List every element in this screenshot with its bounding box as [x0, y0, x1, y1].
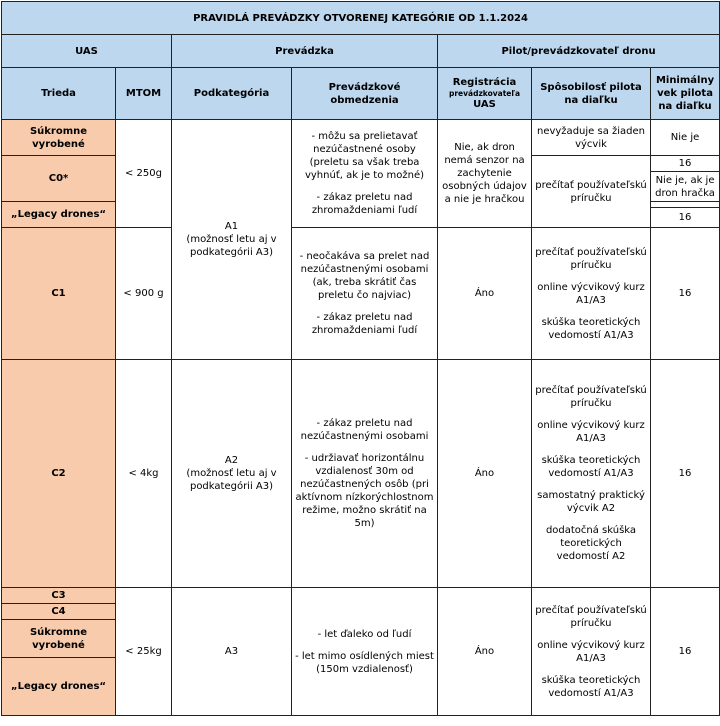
restriction-item: - udržiavať horizontálnu vzdialenosť 30m od nezúčastnených osôb (pri aktívnom nízkorýchlostnom režime, možno skrátiť na 5m) [295, 453, 434, 529]
age-cell-c0-b: Nie je, ak je dron hračka [651, 172, 720, 202]
subcategory-cell-a1 [172, 120, 292, 360]
competence-cell-a3 [532, 588, 651, 716]
restrictions-cell-c1 [292, 228, 438, 360]
age-cell-a3: 16 [651, 588, 720, 716]
class-cell-legacy-a1: „Legacy drones“ [2, 202, 116, 228]
competence-cell-c1 [532, 228, 651, 360]
age-cell-a2: 16 [651, 360, 720, 588]
group-header-prevadzka: Prevádzka [172, 35, 438, 68]
column-header-vek: Minimálny vek pilota na diaľku [651, 68, 720, 120]
subcategory-cell-a2 [172, 360, 292, 588]
competence-item: dodatočná skúška teoretických vedomostí A2 [545, 525, 637, 562]
column-header-obmedzenia: Prevádzkové obmedzenia [292, 68, 438, 120]
subcategory-label-a2: A2 [224, 455, 239, 466]
class-cell-sukromne-a3: Súkromne vyrobené [2, 620, 116, 658]
class-cell-c0: C0* [2, 156, 116, 202]
restrictions-cell-a3 [292, 588, 438, 716]
class-cell-c2: C2 [2, 360, 116, 588]
competence-item: skúška teoretických vedomostí A1/A3 [541, 674, 641, 699]
age-cell-c0-a: 16 [651, 156, 720, 172]
age-cell-legacy-a1: 16 [651, 208, 720, 228]
competence-item: online výcvikový kurz A1/A3 [537, 639, 645, 664]
restriction-item: - zákaz preletu nad nezúčastnenými osobami [300, 418, 429, 442]
competence-cell-c0: prečítať používateľskú príručku [532, 156, 651, 228]
group-header-pilot: Pilot/prevádzkovateľ dronu [438, 35, 720, 68]
age-cell-sukromne-a1: Nie je [651, 120, 720, 156]
registration-cell-a2: Áno [438, 360, 532, 588]
column-header-registracia [438, 68, 532, 120]
competence-cell-sukromne-a1: nevyžaduje sa žiaden výcvik [532, 120, 651, 156]
restriction-item: - môžu sa prelietavať nezúčastnené osoby (preletu sa však treba vyhnúť, ak je to možné) [304, 131, 425, 181]
column-header-podkategoria: Podkategória [172, 68, 292, 120]
competence-item: prečítať používateľskú príručku [535, 604, 647, 629]
registracia-tail: UAS [473, 99, 496, 110]
column-header-sposobilost: Spôsobilosť pilota na diaľku [532, 68, 651, 120]
competence-item: skúška teoretických vedomostí A1/A3 [541, 316, 641, 341]
competence-item: online výcvikový kurz A1/A3 [537, 281, 645, 306]
registration-cell-a1-upper: Nie, ak dron nemá senzor na zachytenie osobných údajov a nie je hračkou [438, 120, 532, 228]
column-header-mtom: MTOM [116, 68, 172, 120]
class-cell-legacy-a3: „Legacy drones“ [2, 658, 116, 716]
column-header-trieda: Trieda [2, 68, 116, 120]
subcategory-note-a1: (možnosť letu aj v podkategórii A3) [186, 234, 277, 258]
mtom-cell-c1: < 900 g [116, 228, 172, 360]
registration-cell-c1: Áno [438, 228, 532, 360]
subcategory-label-a1: A1 [224, 221, 239, 232]
table-title: PRAVIDLÁ PREVÁDZKY OTVORENEJ KATEGÓRIE OD 1.1.2024 [2, 2, 720, 35]
restrictions-cell-a1-upper [292, 120, 438, 228]
restriction-item: - zákaz preletu nad zhromaždeniami ľudí [311, 312, 418, 336]
competence-cell-a2 [532, 360, 651, 588]
competence-item: skúška teoretických vedomostí A1/A3 [541, 455, 641, 479]
age-cell-c1: 16 [651, 228, 720, 360]
registration-cell-a3: Áno [438, 588, 532, 716]
restriction-item: - let mimo osídlených miest (150m vzdialenosť) [295, 650, 434, 675]
subcategory-cell-a3: A3 [172, 588, 292, 716]
mtom-cell-a1-upper: < 250g [116, 120, 172, 228]
registracia-label: Registrácia [452, 77, 517, 88]
restriction-item: - let ďaleko od ľudí [317, 628, 412, 640]
competence-item: samostatný praktický výcvik A2 [537, 490, 645, 514]
class-cell-c1: C1 [2, 228, 116, 360]
competence-item: online výcvikový kurz A1/A3 [537, 420, 645, 444]
class-cell-c3: C3 [2, 588, 116, 604]
subcategory-note-a2: (možnosť letu aj v podkategórii A3) [186, 468, 277, 492]
class-cell-sukromne-a1: Súkromne vyrobené [2, 120, 116, 156]
restriction-item: - zákaz preletu nad zhromaždeniami ľudí [311, 192, 418, 216]
restriction-item: - neočakáva sa prelet nad nezúčastnenými osobami (ak, treba skrátiť čas preletu čo najviac) [299, 251, 430, 301]
class-cell-c4: C4 [2, 604, 116, 620]
regulations-table [1, 1, 720, 716]
registracia-sublabel: prevádzkovateľa [448, 89, 521, 98]
mtom-cell-c2: < 4kg [116, 360, 172, 588]
competence-item: prečítať používateľskú príručku [535, 246, 647, 271]
group-header-uas: UAS [2, 35, 172, 68]
restrictions-cell-a2 [292, 360, 438, 588]
competence-item: prečítať používateľskú príručku [535, 385, 647, 409]
mtom-cell-a3: < 25kg [116, 588, 172, 716]
